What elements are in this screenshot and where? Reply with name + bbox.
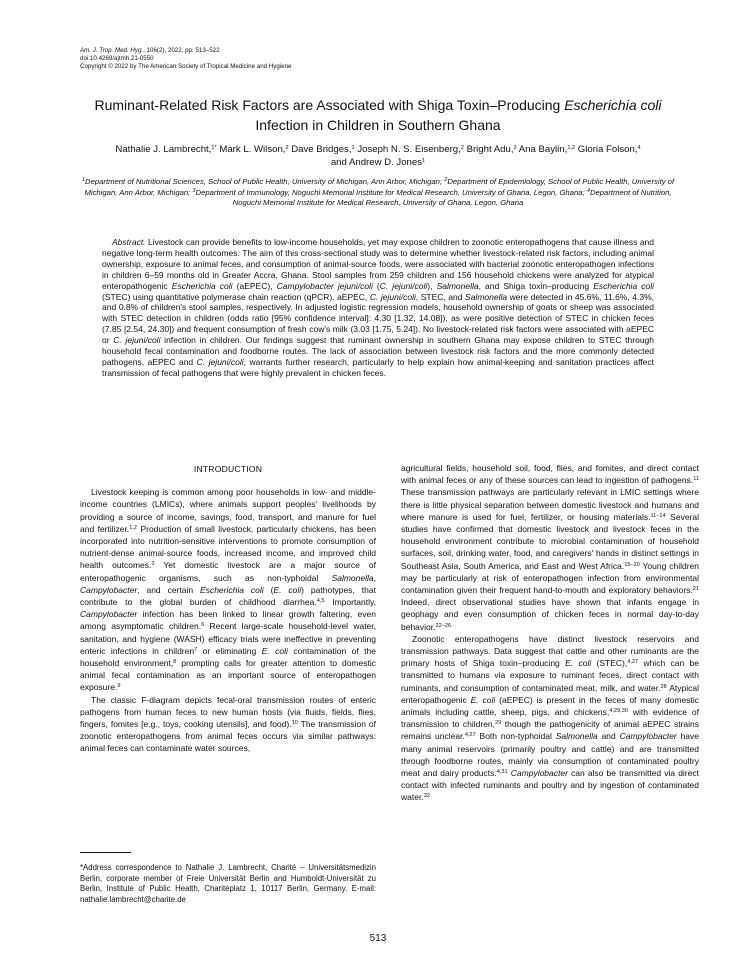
abstract: Abstract. Livestock can provide benefits to low-income households, yet may expose children to zoonotic enteropathogens that cause illness and negative long-term health outcomes. The aim of this cross-sectional study was to determine whether livestock-related risk factors, including animal ownership, exposure to animal feces, and consumption of animal-source foods, were associated with bacterial zoonotic enteropathogen infections in children 6–59 months old in Greater Accra, Ghana. Stool samples from 259 children and 156 household chickens were analyzed for atypical enteropathogenic Escherichia coli (aEPEC), Campylobacter jejuni/coli (C. jejuni/coli), Salmonella, and Shiga toxin–producing Escherichia coli (STEC) using quantitative polymerase chain reaction (qPCR). aEPEC, C. jejuni/coli, STEC, and Salmonella were detected in 45.6%, 11.6%, 4.3%, and 0.8% of children's stool samples, respectively. In adjusted logistic regression models, household ownership of goats or sheep was associated with STEC detection in children (odds ratio [95% confidence interval]: 4.30 [1.32, 14.08]), as were positive detection of STEC in chicken feces (7.85 [2.54, 24.30]) and frequent consumption of fresh cow's milk (3.03 [1.75, 5.24]). No livestock-related risk factors were associated with aEPEC or C. jejuni/coli infection in children. Our findings suggest that ruminant ownership in southern Ghana may expose children to STEC through household fecal contamination and foodborne routes. The lack of association between livestock risk factors and the more commonly detected pathogens, aEPEC and C. jejuni/coli, warrants further research, particularly to help explain how animal-keeping and sanitation practices affect transmission of fecal pathogens that were highly prevalent in chicken feces. — [102, 237, 655, 378]
author: Ana Baylin,$^{1,2}$ — [518, 144, 576, 155]
paragraph: The classic F-diagram depicts fecal-oral transmission routes of enteric pathogens from human feces to new human hosts (via fluids, fields, flies, fingers, fomites [e.g., toys, cooking utensils], and food).$^{10}$ The transmission of zoonotic enteropathogens from animal feces occurs via similar pathways: animal feces can contaminate water sources, — [80, 694, 376, 754]
paragraph: agricultural fields, household soil, food, flies, and fomites, and direct contact with animal feces or any of these sources can lead to ingestion of pathogens.$^{11}$ These transmission pathways are particularly relevant in LMIC settings where there is little physical separation between domestic livestock and humans and where manure is used for fuel, fertilizer, or housing materials.$^{11-14}$ Several studies have confirmed that domestic livestock and livestock feces in the household environment contribute to microbial contamination of household surfaces, soil, drinking water, food, and caregivers' hands in distinct settings in Southeast Asia, South America, and East and West Africa.$^{15-20}$ Young children may be particularly at risk of enteropathogen infection from environmental contamination given their frequent hand-to-mouth and exploratory behaviors.$^{21}$ Indeed, direct observational studies have shown that infants engage in geophagy and even consumption of chicken feces in normal day-to-day behavior.$^{22-26}$ — [401, 463, 699, 632]
author: Bright Adu,$^3$ — [466, 144, 517, 155]
author: Joseph N. S. Eisenberg,$^2$ — [357, 144, 464, 155]
journal-header — [80, 47, 292, 72]
citation: Am. J. Trop. Med. Hyg., 106(2), 2022, pp. 513–522 — [80, 47, 220, 54]
paragraph: Livestock keeping is common among poor households in low- and middle-income countries (LMICs), where animals support peoples' livelihoods by providing a source of income, savings, food, transport, and manure for fuel and fertilizer.$^{1,2}$ Production of small livestock, particularly chickens, has been incorporated into nutrition-sensitive interventions to promote consumption of nutrient-dense animal-source foods, increased income, and improved child health outcomes.$^3$ Yet domestic livestock are a major source of enteropathogenic organisms, such as non-typhoidal Salmonella, Campylobacter, and certain Escherichia coli (E. coli) pathotypes, that contribute to the global burden of childhood diarrhea.$^{4,5}$ Importantly, Campylobacter infection has been linked to linear growth faltering, even among asymptomatic children.$^6$ Recent large-scale household-level water, sanitation, and hygiene (WASH) efficacy trials were ineffective in preventing enteric infections in children$^7$ or eliminating E. coli contamination of the household environment,$^8$ prompting calls for greater attention to domestic animal fecal contamination as an important source of enteropathogen exposure.$^9$ — [80, 487, 377, 693]
author: Gloria Folson,$^4$ — [577, 144, 641, 155]
author: and Andrew D. Jones$^1$ — [330, 157, 426, 168]
copyright: Copyright © 2022 by The American Society of Tropical Medicine and Hygiene — [80, 63, 292, 71]
footnote-divider — [80, 852, 131, 853]
author: Dave Bridges,$^1$ — [291, 144, 355, 155]
page-number: 513 — [369, 933, 387, 944]
right-column — [401, 462, 699, 804]
paragraph: Zoonotic enteropathogens have distinct livestock reservoirs and transmission pathways. Data suggest that cattle and other ruminants are the primary hosts of Shiga toxin–producing E. coli (STEC),$^{4,27}$ which can be transmitted to humans via exposure to ruminant feces, direct contact with ruminants, and consumption of contaminated meat, milk, and water.$^{28}$ Atypical enteropathogenic E. coli (aEPEC) is present in the feces of many domestic animals including cattle, sheep, pigs, and chickens,$^{4,29,30}$ with evidence of transmission to children,$^{29}$ though the pathogenicity of animal aEPEC strains remains unclear.$^{4,27}$ Both non-typhoidal Salmonella and Campylobacter have many animal reservoirs (primarily poultry and cattle) and are transmitted through foodborne routes, mainly via consumption of contaminated poultry meat and dairy products.$^{4,31}$ Campylobacter can also be transmitted via direct contact with infected ruminants and poultry and by ingestion of contaminated water.$^{32}$ — [401, 633, 700, 803]
doi: doi:10.4269/ajtmh.21-0550 — [80, 55, 154, 63]
correspondence-footnote: *Address correspondence to Nathalie J. Lambrecht, Charité – Universitätsmedizin Berlin, corporate member of Freie Universität Berlin and Humboldt-Universität zu Berlin, Institute of Public Health, Charitéplatz 1, 10117 Berlin, Germany. E-mail: nathalie.lambrecht@charite.de — [80, 863, 376, 904]
author-list — [80, 143, 676, 169]
author: Mark L. Wilson,$^2$ — [219, 144, 289, 155]
left-column — [80, 463, 376, 755]
affiliations: $^1$Department of Nutritional Sciences, School of Public Health, University of Michigan, Ann Arbor, Michigan; $^2$Department of Epidemiology, School of Public Health, University of Michigan, Ann Arbor, Michigan; $^3$Department of Immunology, Noguchi Memorial Institute for Medical Research, University of Ghana, Legon, Ghana; $^4$Department of Nutrition, Noguchi Memorial Institute for Medical Research, University of Ghana, Legon, Ghana — [81, 176, 675, 207]
article-title: Ruminant-Related Risk Factors are Associated with Shiga Toxin–Producing Escherichia coli Infection in Children in Southern Ghana — [94, 97, 662, 133]
section-heading: INTRODUCTION — [193, 464, 263, 474]
author: Nathalie J. Lambrecht,$^{1*}$ — [115, 144, 217, 155]
